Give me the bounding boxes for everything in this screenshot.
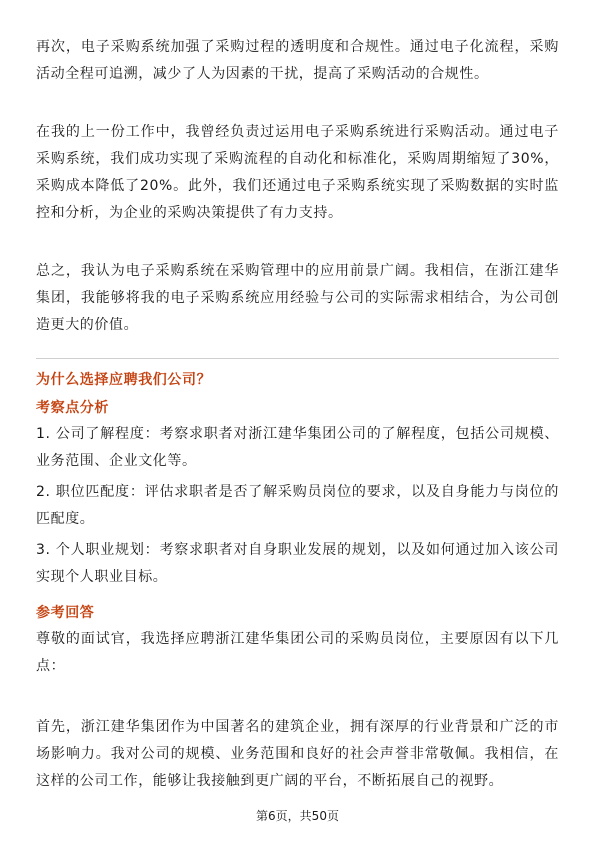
analysis-point-2: 2. 职位匹配度：评估求职者是否了解采购员岗位的要求，以及自身能力与岗位的匹配度。 xyxy=(36,484,559,527)
paragraph-transparency: 再次，电子采购系统加强了采购过程的透明度和合规性。通过电子化流程，采购活动全程可追溯，减少了人为因素的干扰，提高了采购活动的合规性。 xyxy=(36,39,559,82)
answer-heading: 参考回答 xyxy=(36,605,95,621)
answer-paragraph-intro: 尊敬的面试官，我选择应聘浙江建华集团公司的采购员岗位，主要原因有以下几点： xyxy=(36,631,559,674)
analysis-point-3: 3. 个人职业规划：考察求职者对自身职业发展的规划，以及如何通过加入该公司实现个人职业目标。 xyxy=(36,542,559,585)
paragraph-experience: 在我的上一份工作中，我曾经负责过运用电子采购系统进行采购活动。通过电子采购系统，我们成功实现了采购流程的自动化和标准化，采购周期缩短了30%，采购成本降低了20%。此外，我们还通过电子采购系统实现了采购数据的实时监控和分析，为企业的采购决策提供了有力支持。 xyxy=(36,124,559,221)
paragraph-conclusion: 总之，我认为电子采购系统在采购管理中的应用前景广阔。我相信，在浙江建华集团，我能够将我的电子采购系统应用经验与公司的实际需求相结合，为公司创造更大的价值。 xyxy=(36,263,559,333)
analysis-point-1: 1. 公司了解程度：考察求职者对浙江建华集团公司的了解程度，包括公司规模、业务范围、企业文化等。 xyxy=(36,426,559,469)
analysis-heading: 考察点分析 xyxy=(36,400,109,416)
section-divider xyxy=(36,358,559,359)
question-title: 为什么选择应聘我们公司？ xyxy=(36,372,212,388)
answer-paragraph-first: 首先，浙江建华集团作为中国著名的建筑企业，拥有深厚的行业背景和广泛的市场影响力。我对公司的规模、业务范围和良好的社会声誉非常敬佩。我相信，在这样的公司工作，能够让我接触到更广阔的平台，不断拓展自己的视野。 xyxy=(36,719,559,789)
page-number: 第6页，共50页 xyxy=(256,809,339,823)
